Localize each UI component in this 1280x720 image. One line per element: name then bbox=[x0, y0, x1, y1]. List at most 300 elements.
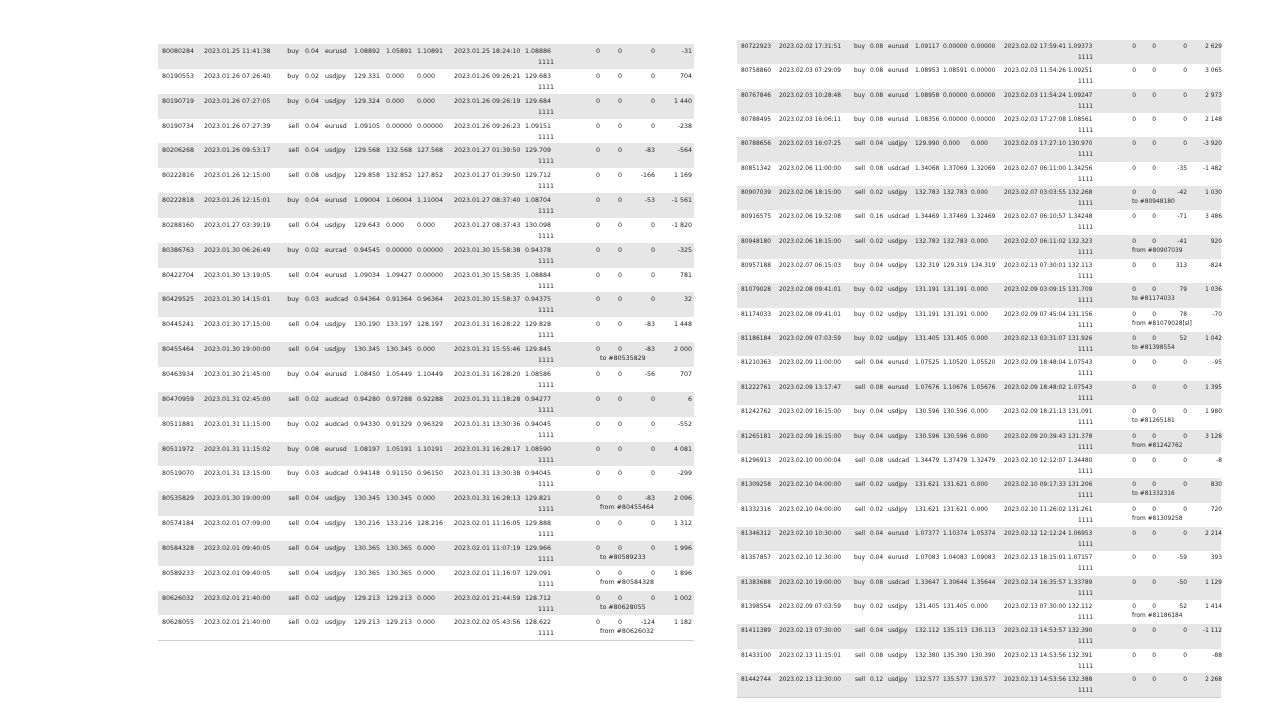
ticket-cell: 80626032 bbox=[162, 594, 195, 602]
type-cell: sell bbox=[855, 214, 865, 221]
close-time-cell: 2023.02.03 11:54:26 bbox=[1004, 68, 1067, 75]
symbol-cell: eurusd bbox=[325, 48, 347, 55]
close-price-cell: 130.098 bbox=[525, 221, 552, 229]
ticket-cell: 80628055 bbox=[162, 619, 195, 627]
open-time-cell: 2023.02.10 19:00:00 bbox=[779, 579, 842, 586]
open-time-cell: 2023.02.13 07:30:00 bbox=[779, 628, 842, 635]
open-price-cell: 130.365 bbox=[354, 544, 381, 552]
size-cell: 0.04 bbox=[870, 530, 884, 537]
trade-row bbox=[737, 649, 1221, 673]
swap-cell: 0 bbox=[1152, 263, 1156, 270]
type-cell: buy bbox=[287, 246, 299, 254]
taxes-cell: 0 bbox=[1183, 628, 1187, 635]
ticket-cell: 80907039 bbox=[741, 190, 771, 197]
stop-loss-cell: 0.000 bbox=[386, 221, 405, 229]
close-time-cell: 2023.02.13 14:53:56 bbox=[1004, 652, 1067, 659]
close-price-cell: 129.091 bbox=[525, 569, 552, 577]
trade-row bbox=[737, 113, 1221, 137]
commission-cell: 0 bbox=[1132, 165, 1136, 172]
taxes-cell: -71 bbox=[1177, 214, 1187, 221]
close-price-cell: 1.34248 bbox=[1068, 214, 1093, 221]
magic-cell: 1111 bbox=[538, 506, 555, 514]
trade-row bbox=[158, 591, 694, 616]
close-price-cell: 1.06953 bbox=[1068, 530, 1093, 537]
ticket-cell: 81296913 bbox=[741, 457, 771, 464]
taxes-cell: 313 bbox=[1175, 263, 1187, 270]
close-time-cell: 2023.02.07 06:11:02 bbox=[1004, 238, 1067, 245]
trade-row bbox=[158, 615, 694, 641]
type-cell: buy bbox=[854, 336, 865, 343]
swap-cell: 0 bbox=[617, 619, 622, 627]
open-time-cell: 2023.01.26 12:15:00 bbox=[204, 172, 271, 180]
type-cell: sell bbox=[288, 122, 299, 130]
take-profit-cell: 1.10449 bbox=[417, 370, 444, 378]
close-time-cell: 2023.02.10 12:12:07 bbox=[1004, 457, 1067, 464]
symbol-cell: usdjpy bbox=[325, 495, 346, 503]
magic-cell: 1111 bbox=[538, 605, 555, 613]
size-cell: 0.02 bbox=[870, 336, 884, 343]
trade-row bbox=[737, 235, 1221, 259]
close-price-cell: 128.622 bbox=[525, 619, 552, 627]
swap-cell: 0 bbox=[617, 346, 622, 354]
symbol-cell: eurusd bbox=[888, 68, 909, 75]
stop-loss-cell: 1.06004 bbox=[386, 197, 413, 205]
commission-cell: 0 bbox=[1132, 68, 1136, 75]
ticket-cell: 80190553 bbox=[162, 72, 195, 80]
profit-cell: 1 414 bbox=[1205, 603, 1222, 610]
swap-cell: 0 bbox=[617, 246, 622, 254]
type-cell: buy bbox=[287, 97, 299, 105]
size-cell: 0.08 bbox=[870, 384, 884, 391]
taxes-cell: 0 bbox=[650, 395, 655, 403]
symbol-cell: usdcad bbox=[888, 165, 910, 172]
take-profit-cell: 1.09083 bbox=[971, 555, 996, 562]
stop-loss-cell: 0.91150 bbox=[386, 470, 413, 478]
close-price-cell: 131.206 bbox=[1068, 482, 1093, 489]
size-cell: 0.02 bbox=[870, 190, 884, 197]
stop-loss-cell: 1.10374 bbox=[943, 530, 968, 537]
magic-cell: 1111 bbox=[1078, 274, 1093, 281]
taxes-cell: -53 bbox=[644, 197, 655, 205]
close-price-cell: 129.888 bbox=[525, 520, 552, 528]
trade-table-left bbox=[158, 44, 694, 641]
profit-cell: 1 042 bbox=[1205, 336, 1222, 343]
symbol-cell: eurusd bbox=[888, 44, 909, 50]
stop-loss-cell: 130.345 bbox=[386, 495, 413, 503]
size-cell: 0.04 bbox=[870, 409, 884, 416]
stop-loss-cell: 1.08591 bbox=[943, 68, 968, 75]
type-cell: sell bbox=[288, 172, 299, 180]
magic-cell: 1111 bbox=[538, 59, 555, 66]
close-price-cell: 132.391 bbox=[1068, 652, 1093, 659]
magic-cell: 1111 bbox=[538, 282, 555, 290]
swap-cell: 0 bbox=[1152, 44, 1156, 50]
swap-cell: 0 bbox=[617, 395, 622, 403]
taxes-cell: -124 bbox=[640, 619, 655, 627]
symbol-cell: usdjpy bbox=[888, 190, 908, 197]
trade-row bbox=[158, 218, 694, 243]
profit-cell: 2 148 bbox=[1205, 117, 1222, 124]
swap-cell: 0 bbox=[1152, 165, 1156, 172]
magic-cell: 1111 bbox=[1078, 79, 1093, 86]
magic-cell: 1111 bbox=[1078, 639, 1093, 646]
take-profit-cell: 0.96150 bbox=[417, 470, 444, 478]
commission-cell: 0 bbox=[595, 122, 600, 130]
take-profit-cell: 130.113 bbox=[971, 628, 996, 635]
ticket-cell: 80222816 bbox=[162, 172, 195, 180]
profit-cell: -3 920 bbox=[1203, 141, 1222, 148]
ticket-cell: 81186184 bbox=[741, 336, 771, 343]
taxes-cell: 0 bbox=[650, 296, 655, 304]
close-price-cell: 131.926 bbox=[1068, 336, 1093, 343]
magic-cell: 1111 bbox=[538, 406, 555, 414]
take-profit-cell: 128.197 bbox=[417, 321, 444, 329]
swap-cell: 0 bbox=[617, 520, 622, 528]
profit-cell: 2 629 bbox=[1205, 44, 1222, 50]
close-time-cell: 2023.01.31 15:55:46 bbox=[454, 346, 521, 354]
commission-cell: 0 bbox=[1132, 506, 1136, 513]
link-note: from #80455464 bbox=[600, 504, 654, 512]
symbol-cell: usdjpy bbox=[888, 409, 908, 416]
commission-cell: 0 bbox=[595, 520, 600, 528]
close-time-cell: 2023.02.03 17:27:08 bbox=[1004, 117, 1067, 124]
magic-cell: 1111 bbox=[538, 381, 555, 389]
trade-row bbox=[158, 193, 694, 218]
size-cell: 0.08 bbox=[870, 117, 884, 124]
ticket-cell: 81242762 bbox=[741, 409, 771, 416]
ticket-cell: 80455464 bbox=[162, 346, 195, 354]
stop-loss-cell: 1.10676 bbox=[943, 384, 968, 391]
close-time-cell: 2023.02.09 18:21:13 bbox=[1004, 409, 1067, 416]
open-time-cell: 2023.02.06 19:32:08 bbox=[779, 214, 842, 221]
size-cell: 0.04 bbox=[305, 147, 320, 155]
open-time-cell: 2023.01.30 06:26:49 bbox=[204, 246, 271, 254]
commission-cell: 0 bbox=[595, 420, 600, 428]
magic-cell: 1111 bbox=[538, 431, 555, 439]
open-time-cell: 2023.02.03 10:28:48 bbox=[779, 92, 842, 99]
stop-loss-cell: 1.37479 bbox=[943, 457, 968, 464]
open-price-cell: 0.94545 bbox=[354, 246, 381, 254]
taxes-cell: 0 bbox=[1183, 141, 1187, 148]
swap-cell: 0 bbox=[1152, 628, 1156, 635]
close-time-cell: 2023.01.31 16:28:13 bbox=[454, 495, 521, 503]
symbol-cell: audcad bbox=[325, 420, 349, 428]
magic-cell: 1111 bbox=[1078, 55, 1093, 61]
trade-row bbox=[158, 392, 694, 417]
take-profit-cell: 130.577 bbox=[971, 676, 996, 683]
magic-cell: 1111 bbox=[1078, 541, 1093, 548]
type-cell: sell bbox=[288, 495, 299, 503]
close-price-cell: 132.113 bbox=[1068, 263, 1093, 270]
type-cell: buy bbox=[854, 409, 865, 416]
type-cell: buy bbox=[287, 48, 299, 55]
size-cell: 0.04 bbox=[305, 122, 320, 130]
swap-cell: 0 bbox=[617, 420, 622, 428]
open-time-cell: 2023.02.09 07:03:59 bbox=[779, 603, 842, 610]
magic-cell: 1111 bbox=[1078, 566, 1093, 573]
type-cell: buy bbox=[854, 311, 865, 318]
type-cell: sell bbox=[288, 147, 299, 155]
stop-loss-cell: 130.365 bbox=[386, 544, 413, 552]
ticket-cell: 80206268 bbox=[162, 147, 195, 155]
close-time-cell: 2023.02.07 06:10:57 bbox=[1004, 214, 1067, 221]
taxes-cell: -41 bbox=[1177, 238, 1187, 245]
open-price-cell: 131.621 bbox=[915, 506, 940, 513]
open-price-cell: 1.33647 bbox=[915, 579, 940, 586]
size-cell: 0.08 bbox=[870, 92, 884, 99]
taxes-cell: 0 bbox=[1183, 360, 1187, 367]
type-cell: sell bbox=[855, 482, 865, 489]
ticket-cell: 80519070 bbox=[162, 470, 195, 478]
commission-cell: 0 bbox=[595, 445, 600, 453]
magic-cell: 1111 bbox=[538, 158, 555, 166]
close-time-cell: 2023.02.02 05:43:56 bbox=[454, 619, 521, 627]
trade-table-right bbox=[737, 40, 1221, 698]
close-time-cell: 2023.01.31 16:28:20 bbox=[454, 370, 521, 378]
open-price-cell: 130.345 bbox=[354, 495, 381, 503]
close-time-cell: 2023.01.26 09:26:21 bbox=[454, 72, 521, 80]
type-cell: buy bbox=[287, 296, 299, 304]
size-cell: 0.03 bbox=[305, 296, 320, 304]
open-time-cell: 2023.02.01 21:40:00 bbox=[204, 594, 271, 602]
ticket-cell: 81398554 bbox=[741, 603, 771, 610]
symbol-cell: usdjpy bbox=[325, 619, 346, 627]
magic-cell: 1111 bbox=[1078, 395, 1093, 402]
ticket-cell: 81265181 bbox=[741, 433, 771, 440]
take-profit-cell: 0.00000 bbox=[971, 92, 996, 99]
profit-cell: 2 096 bbox=[673, 495, 692, 503]
type-cell: buy bbox=[287, 445, 299, 453]
stop-loss-cell: 132.852 bbox=[386, 172, 413, 180]
trade-row bbox=[158, 367, 694, 392]
open-time-cell: 2023.02.09 16:15:00 bbox=[779, 433, 842, 440]
commission-cell: 0 bbox=[1132, 555, 1136, 562]
close-price-cell: 132.268 bbox=[1068, 190, 1093, 197]
trade-row bbox=[737, 283, 1221, 307]
stop-loss-cell: 1.05891 bbox=[386, 48, 413, 55]
type-cell: sell bbox=[288, 544, 299, 552]
close-price-cell: 1.08704 bbox=[525, 197, 552, 205]
open-price-cell: 1.07083 bbox=[915, 555, 940, 562]
swap-cell: 0 bbox=[617, 296, 622, 304]
stop-loss-cell: 0.91329 bbox=[386, 420, 413, 428]
ticket-cell: 81433100 bbox=[741, 652, 771, 659]
commission-cell: 0 bbox=[595, 221, 600, 229]
open-price-cell: 130.596 bbox=[915, 409, 940, 416]
take-profit-cell: 130.390 bbox=[971, 652, 996, 659]
trade-row bbox=[737, 210, 1221, 234]
commission-cell: 0 bbox=[1132, 433, 1136, 440]
taxes-cell: 0 bbox=[1183, 433, 1187, 440]
size-cell: 0.04 bbox=[305, 544, 320, 552]
ticket-cell: 80948180 bbox=[741, 238, 771, 245]
ticket-cell: 80916575 bbox=[741, 214, 771, 221]
taxes-cell: 0 bbox=[1183, 482, 1187, 489]
commission-cell: 0 bbox=[1132, 287, 1136, 294]
profit-cell: 1 129 bbox=[1205, 579, 1222, 586]
swap-cell: 0 bbox=[617, 321, 622, 329]
magic-cell: 1111 bbox=[538, 332, 555, 340]
commission-cell: 0 bbox=[595, 296, 600, 304]
open-time-cell: 2023.02.10 12:30:00 bbox=[779, 555, 842, 562]
ticket-cell: 81411389 bbox=[741, 628, 771, 635]
close-price-cell: 128.712 bbox=[525, 594, 552, 602]
symbol-cell: audcad bbox=[325, 470, 349, 478]
trade-row bbox=[737, 381, 1221, 405]
close-time-cell: 2023.02.13 07:30:00 bbox=[1004, 603, 1067, 610]
close-price-cell: 0.94045 bbox=[525, 470, 552, 478]
symbol-cell: eurusd bbox=[325, 122, 347, 130]
trade-row bbox=[737, 308, 1221, 332]
open-time-cell: 2023.02.13 11:15:01 bbox=[779, 652, 842, 659]
type-cell: buy bbox=[287, 370, 299, 378]
commission-cell: 0 bbox=[595, 619, 600, 627]
close-time-cell: 2023.02.07 03:03:55 bbox=[1004, 190, 1067, 197]
ticket-cell: 81309258 bbox=[741, 482, 771, 489]
ticket-cell: 80080284 bbox=[162, 48, 195, 55]
ticket-cell: 80788656 bbox=[741, 141, 771, 148]
open-price-cell: 1.34479 bbox=[915, 457, 940, 464]
profit-cell: -238 bbox=[677, 122, 692, 130]
close-price-cell: 131.378 bbox=[1068, 433, 1093, 440]
type-cell: sell bbox=[855, 384, 865, 391]
type-cell: sell bbox=[288, 520, 299, 528]
open-price-cell: 130.345 bbox=[354, 346, 381, 354]
symbol-cell: usdjpy bbox=[325, 97, 346, 105]
open-price-cell: 130.190 bbox=[354, 321, 381, 329]
open-time-cell: 2023.02.10 10:30:00 bbox=[779, 530, 842, 537]
taxes-cell: 0 bbox=[650, 271, 655, 279]
profit-cell: 6 bbox=[687, 395, 692, 403]
type-cell: buy bbox=[287, 72, 299, 80]
take-profit-cell: 0.000 bbox=[417, 569, 436, 577]
take-profit-cell: 0.000 bbox=[971, 190, 988, 197]
open-time-cell: 2023.02.08 09:41:01 bbox=[779, 311, 842, 318]
close-time-cell: 2023.02.01 11:16:07 bbox=[454, 569, 521, 577]
trade-row bbox=[158, 317, 694, 342]
magic-cell: 1111 bbox=[1078, 444, 1093, 451]
trade-row bbox=[158, 466, 694, 491]
trade-row bbox=[737, 259, 1221, 283]
close-time-cell: 2023.02.09 07:45:04 bbox=[1004, 311, 1067, 318]
close-time-cell: 2023.02.13 14:53:57 bbox=[1004, 628, 1067, 635]
magic-cell: 1111 bbox=[1078, 347, 1093, 354]
symbol-cell: eurusd bbox=[888, 555, 909, 562]
open-price-cell: 1.09034 bbox=[354, 271, 381, 279]
swap-cell: 0 bbox=[1152, 68, 1156, 75]
size-cell: 0.04 bbox=[305, 520, 320, 528]
open-time-cell: 2023.01.31 11:15:00 bbox=[204, 420, 271, 428]
commission-cell: 0 bbox=[1132, 336, 1136, 343]
stop-loss-cell: 133.197 bbox=[386, 321, 413, 329]
commission-cell: 0 bbox=[595, 395, 600, 403]
link-note: to #80948180 bbox=[1132, 199, 1175, 206]
open-time-cell: 2023.01.31 13:15:00 bbox=[204, 470, 271, 478]
type-cell: sell bbox=[288, 395, 299, 403]
commission-cell: 0 bbox=[595, 370, 600, 378]
take-profit-cell: 0.92288 bbox=[417, 395, 444, 403]
taxes-cell: 0 bbox=[650, 97, 655, 105]
profit-cell: 1 440 bbox=[673, 97, 692, 105]
close-price-cell: 1.33789 bbox=[1068, 579, 1093, 586]
commission-cell: 0 bbox=[595, 594, 600, 602]
symbol-cell: usdjpy bbox=[888, 482, 908, 489]
ticket-cell: 81332316 bbox=[741, 506, 771, 513]
trade-row bbox=[158, 143, 694, 168]
commission-cell: 0 bbox=[1132, 579, 1136, 586]
type-cell: sell bbox=[288, 346, 299, 354]
swap-cell: 0 bbox=[1152, 579, 1156, 586]
trade-row bbox=[737, 89, 1221, 113]
swap-cell: 0 bbox=[617, 445, 622, 453]
profit-cell: -1 820 bbox=[671, 221, 692, 229]
taxes-cell: 0 bbox=[650, 569, 655, 577]
open-price-cell: 129.568 bbox=[354, 147, 381, 155]
stop-loss-cell: 1.10520 bbox=[943, 360, 968, 367]
magic-cell: 1111 bbox=[538, 481, 555, 489]
magic-cell: 1111 bbox=[538, 456, 555, 464]
ticket-cell: 81210363 bbox=[741, 360, 771, 367]
trade-row bbox=[737, 186, 1221, 210]
size-cell: 0.04 bbox=[305, 221, 320, 229]
profit-cell: 3 128 bbox=[1205, 433, 1222, 440]
symbol-cell: usdjpy bbox=[325, 221, 346, 229]
open-time-cell: 2023.01.26 07:26:40 bbox=[204, 72, 271, 80]
close-price-cell: 1.07157 bbox=[1068, 555, 1093, 562]
close-price-cell: 1.09251 bbox=[1068, 68, 1093, 75]
taxes-cell: 79 bbox=[1179, 287, 1187, 294]
size-cell: 0.04 bbox=[305, 97, 320, 105]
stop-loss-cell: 1.30644 bbox=[943, 579, 968, 586]
symbol-cell: usdjpy bbox=[888, 506, 908, 513]
take-profit-cell: 1.32469 bbox=[971, 214, 996, 221]
swap-cell: 0 bbox=[1152, 384, 1156, 391]
type-cell: buy bbox=[287, 420, 299, 428]
link-note: from #81079028[sl] bbox=[1132, 320, 1192, 327]
size-cell: 0.04 bbox=[870, 555, 884, 562]
taxes-cell: -83 bbox=[644, 147, 655, 155]
close-time-cell: 2023.01.27 01:39:50 bbox=[454, 147, 521, 155]
profit-cell: 2 973 bbox=[1205, 92, 1222, 99]
size-cell: 0.04 bbox=[870, 360, 884, 367]
commission-cell: 0 bbox=[1132, 263, 1136, 270]
stop-loss-cell: 132.568 bbox=[386, 147, 413, 155]
type-cell: buy bbox=[854, 44, 865, 50]
commission-cell: 0 bbox=[1132, 482, 1136, 489]
profit-cell: -564 bbox=[677, 147, 692, 155]
type-cell: sell bbox=[288, 569, 299, 577]
open-time-cell: 2023.01.31 11:15:02 bbox=[204, 445, 271, 453]
close-price-cell: 1.08586 bbox=[525, 370, 552, 378]
take-profit-cell: 1.11004 bbox=[417, 197, 444, 205]
open-time-cell: 2023.01.27 03:39:19 bbox=[204, 221, 271, 229]
take-profit-cell: 1.10891 bbox=[417, 48, 444, 55]
symbol-cell: eurusd bbox=[888, 360, 909, 367]
trade-row bbox=[737, 600, 1221, 624]
close-price-cell: 1.09247 bbox=[1068, 92, 1093, 99]
open-time-cell: 2023.02.09 13:17:47 bbox=[779, 384, 842, 391]
size-cell: 0.04 bbox=[870, 263, 884, 270]
close-time-cell: 2023.01.27 08:37:40 bbox=[454, 197, 521, 205]
take-profit-cell: 0.000 bbox=[417, 346, 436, 354]
open-price-cell: 1.08356 bbox=[915, 117, 940, 124]
symbol-cell: usdjpy bbox=[325, 594, 346, 602]
profit-cell: -299 bbox=[677, 470, 692, 478]
close-price-cell: 132.390 bbox=[1068, 628, 1093, 635]
swap-cell: 0 bbox=[617, 122, 622, 130]
stop-loss-cell: 135.577 bbox=[943, 676, 968, 683]
taxes-cell: -83 bbox=[644, 346, 655, 354]
